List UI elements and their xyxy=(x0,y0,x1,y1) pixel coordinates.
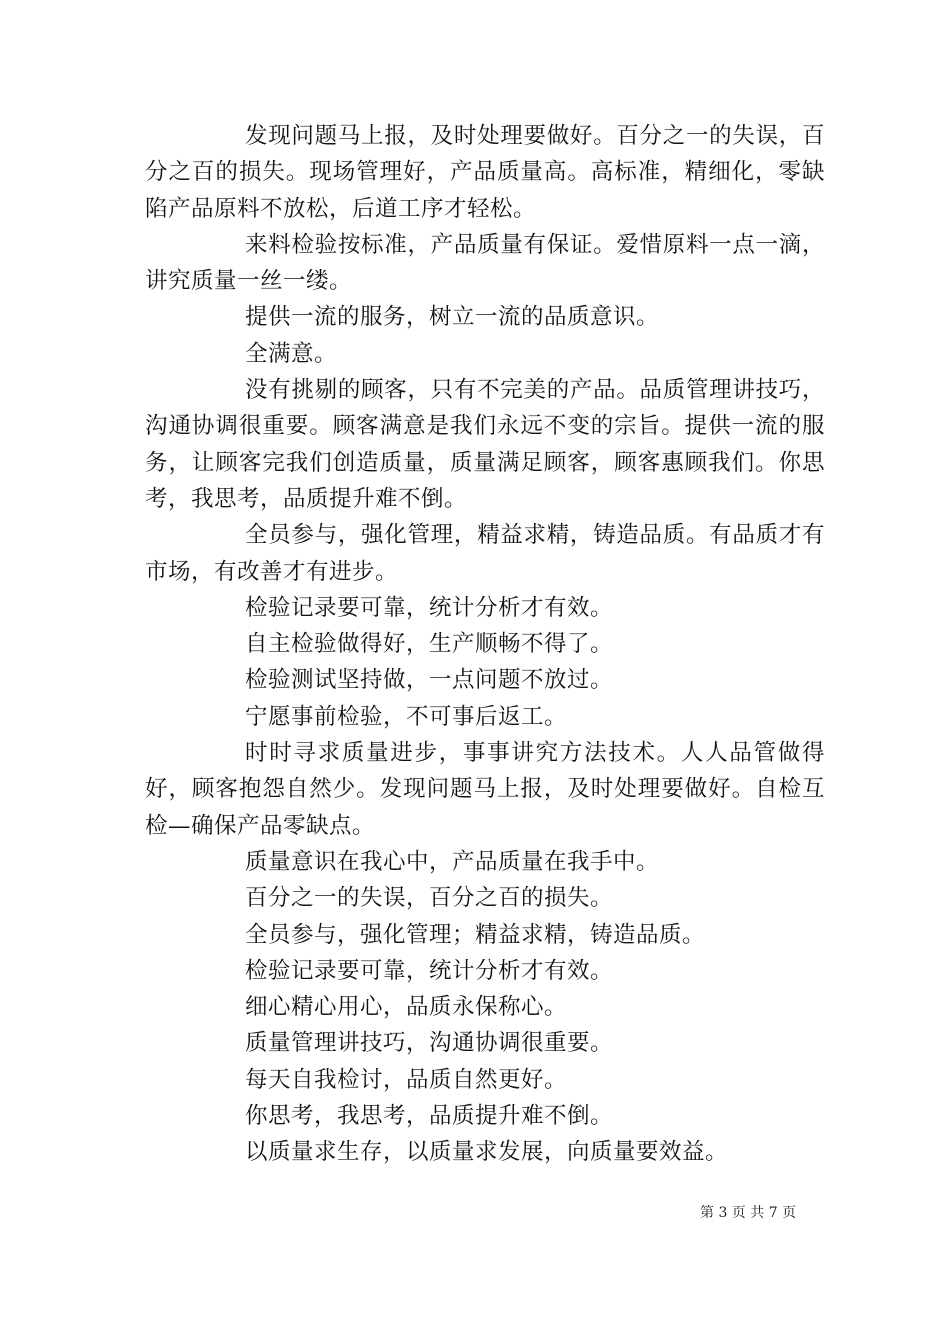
paragraph: 全满意。 xyxy=(245,340,338,367)
paragraph: 质量意识在我心中，产品质量在我手中。 xyxy=(245,848,660,875)
paragraph: 自主检验做得好，生产顺畅不得了。 xyxy=(245,631,614,658)
paragraph: 提供一流的服务，树立一流的品质意识。 xyxy=(245,304,660,331)
paragraph: 全员参与，强化管理；精益求精，铸造品质。 xyxy=(245,921,706,948)
page-number-footer: 第 3 页 共 7 页 xyxy=(700,1205,797,1221)
paragraph: 没有挑剔的顾客，只有不完美的产品。品质管理讲技巧，沟通协调很重要。顾客满意是我们永远不变的宗旨。提供一流的服务，让顾客完我们创造质量，质量满足顾客，顾客惠顾我们。你思考，我思考，品质提升难不倒。 xyxy=(145,377,825,512)
paragraph: 发现问题马上报，及时处理要做好。百分之一的失误，百分之百的损失。现场管理好，产品质量高。高标准，精细化，零缺陷产品原料不放松，后道工序才轻松。 xyxy=(145,123,825,222)
paragraph: 检验测试坚持做，一点问题不放过。 xyxy=(245,667,614,694)
paragraph: 质量管理讲技巧，沟通协调很重要。 xyxy=(245,1030,614,1057)
document-body xyxy=(145,118,825,1171)
paragraph: 细心精心用心，品质永保称心。 xyxy=(245,994,568,1021)
paragraph: 每天自我检讨，品质自然更好。 xyxy=(245,1066,568,1093)
paragraph: 宁愿事前检验，不可事后返工。 xyxy=(245,703,568,730)
paragraph: 以质量求生存，以质量求发展，向质量要效益。 xyxy=(245,1139,729,1166)
paragraph: 时时寻求质量进步，事事讲究方法技术。人人品管做得好，顾客抱怨自然少。发现问题马上报，及时处理要做好。自检互检—确保产品零缺点。 xyxy=(145,740,825,839)
paragraph: 检验记录要可靠，统计分析才有效。 xyxy=(245,957,614,984)
paragraph: 全员参与，强化管理，精益求精，铸造品质。有品质才有市场，有改善才有进步。 xyxy=(145,522,825,585)
paragraph: 检验记录要可靠，统计分析才有效。 xyxy=(245,594,614,621)
paragraph: 来料检验按标准，产品质量有保证。爱惜原料一点一滴，讲究质量一丝一缕。 xyxy=(145,231,825,295)
paragraph: 百分之一的失误，百分之百的损失。 xyxy=(245,885,614,912)
paragraph: 你思考，我思考，品质提升难不倒。 xyxy=(245,1103,614,1130)
